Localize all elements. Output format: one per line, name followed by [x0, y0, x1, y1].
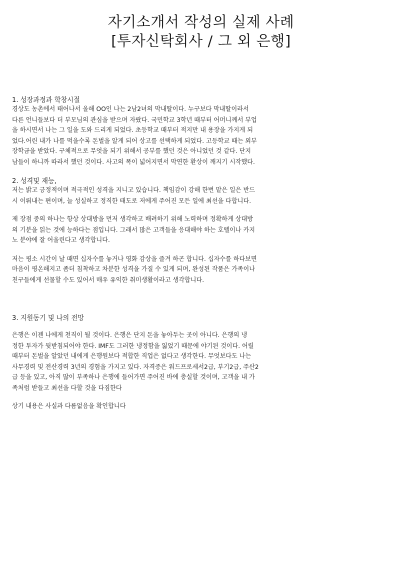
closing-statement: 상기 내용은 사실과 다름없음을 확인합니다: [12, 403, 126, 410]
document-title-line2: [투자신탁회사 / 그 외 은행]: [111, 34, 291, 50]
section1-line: 다른 언니들보다 더 부모님의 관심을 받으며 자랐다. 국민학교 3학년 때부터 어머니께서 부업: [12, 116, 257, 124]
section2-p3-line: 친구들에게 선물할 수도 있어서 매우 유익한 취미생활이라고 생각합니다.: [12, 276, 205, 284]
section1-body: [12, 105, 390, 168]
section3-heading: 3. 지원동기 및 나의 전망: [12, 314, 85, 322]
section2-p2-line: 노 분야에 잘 어울린다고 생각합니다.: [12, 237, 110, 244]
section2-p3-line: 저는 평소 시간이 날 때면 십자수를 놓거나 영화 감상을 즐겨 하곤 합니다. 십자수를 하다보면: [12, 255, 257, 263]
section2-p3-line: 마음이 평온해지고 좀더 침착하고 차분한 성격을 가질 수 있게 되며, 완성된 작품은 가족이나: [12, 266, 255, 273]
section3-line: 은행은 이젠 나에게 천직이 될 것이다. 은행은 단지 돈을 놓아두는 곳이 아니다. 은행의 냉: [12, 332, 248, 339]
section1-line: 장학금을 받았다. 구체적으로 무엇을 되기 위해서 공부를 했던 것은 아니었던 것 같다. 단지: [12, 148, 252, 155]
section1-line: 남들이 하니까 따라서 했던 것이다. 사고의 폭이 넓어지면서 막연한 환상이 깨지기 시작했다.: [12, 158, 255, 166]
section2-paragraph-1: [12, 186, 390, 207]
section2-p2-line: 의 기분을 읽는 것에 능하다는 점입니다. 그래서 많은 고객들을 응대해야 하는 호텔이나 카지: [12, 226, 255, 234]
document-title-line1: 자기소개서 작성의 실제 사례: [107, 15, 295, 31]
section3-line: 사무경력 및 전산경력 3년의 경험을 가지고 있다. 자격증은 워드프로세서2급, 부기2급, 주산2: [12, 363, 259, 371]
section3-line: 급 등을 있고, 아직 많이 부족하나 은행에 들어가면 주어진 바에 충실할 것이며, 고객을 내 가: [12, 374, 255, 381]
section2-p1-line: 저는 밝고 긍정적이며 적극적인 성격을 지니고 있습니다. 책임감이 강해 한번 맡은 일은 반드: [12, 187, 255, 194]
section2-heading: 2. 성격및 재능,: [12, 177, 57, 185]
section3-line: 정한 투자가 뒷받침되어야 한다. IMF도 그러한 냉정함을 잃었기 때문에 야기된 것이다. 어릴: [12, 342, 254, 350]
section3-line: 때부터 돈벌을 알았던 내에게 은행원보다 적합한 직업은 없다고 생각한다. 무엇보다도 나는: [12, 353, 252, 360]
section3-line: 족처럼 받들고 최선을 다할 것을 다짐한다: [12, 384, 122, 392]
section1-line: 경상도 농촌에서 태어나서 올해 OO인 나는 2남2녀의 막내딸이다. 누구보다 막내딸이라서: [12, 106, 249, 113]
section1-heading: 1. 성장과정과 학창시절: [12, 96, 80, 104]
section1-line: 었다.어린 내가 나를 먹을수록 돈벌을 알게 되어 상고를 선택하게 되었다. 고등학교 때는 외부: [12, 137, 257, 145]
section2-p2-line: 제 장점 중의 하나는 항상 상대방을 먼저 생각하고 배려하기 위해 노력하며 정확하게 상대방: [12, 216, 254, 223]
section2-paragraph-2: [12, 215, 390, 247]
section1-line: 을 하시면서 나는 그 일을 도와 드리게 되었다. 초등학교 때부터 적지만 내 용장을 가지게 되: [12, 127, 253, 134]
section2-paragraph-3: [12, 255, 390, 287]
section3-body: [12, 331, 390, 394]
section2-p1-line: 시 이뤄내는 편이며, 늘 성실하고 정직한 태도로 저에게 주어진 모든 일에 최선을 다합니다.: [12, 197, 252, 205]
